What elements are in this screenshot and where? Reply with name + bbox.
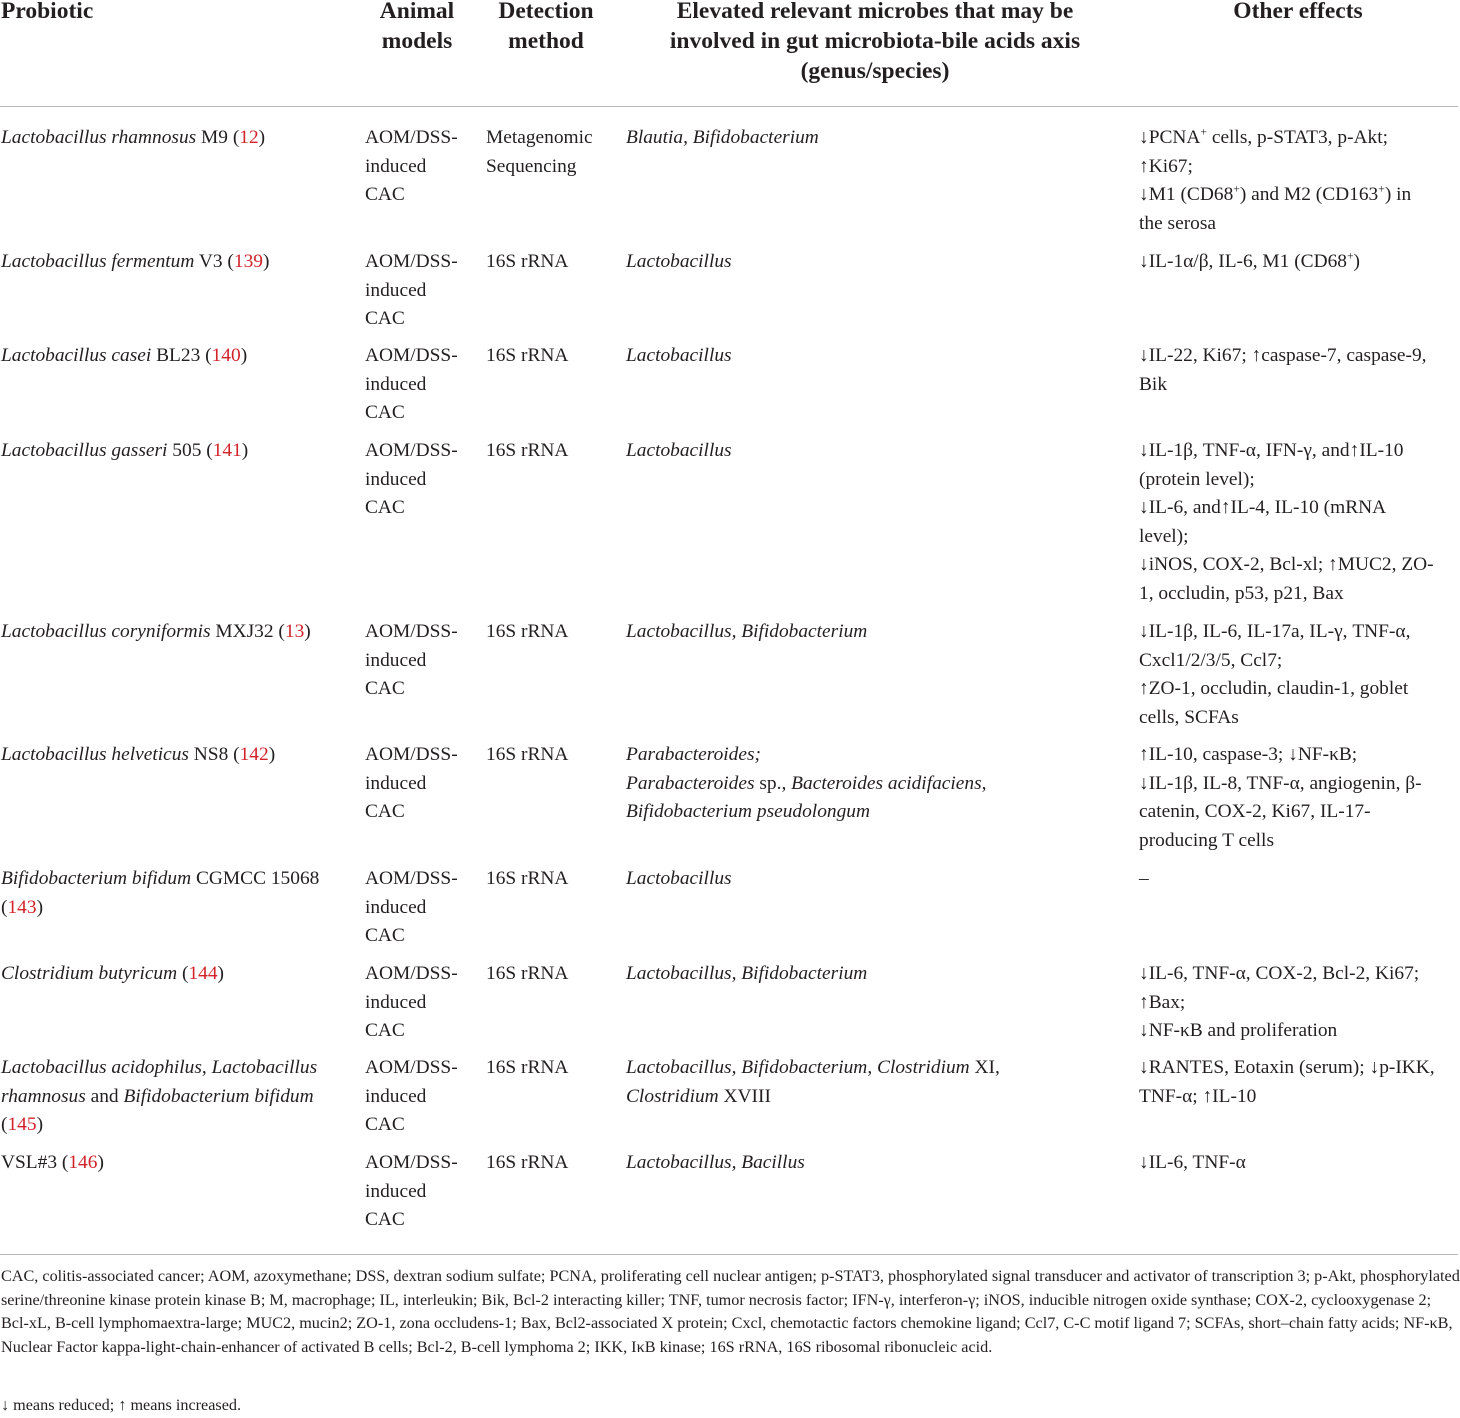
microbes-cell: Lactobacillus: [626, 868, 732, 889]
microbes-cell: Lactobacillus, Bifidobacterium: [626, 963, 868, 984]
model-cell: AOM/DSS- induced CAC: [365, 127, 458, 206]
method-cell: 16S rRNA: [486, 744, 569, 765]
header-elevated-microbes: Elevated relevant microbes that may be involved in gut microbiota-bile acids axis (genus/species): [669, 0, 1081, 84]
method-cell: 16S rRNA: [486, 251, 569, 272]
reference-link[interactable]: 146: [68, 1152, 98, 1173]
effects-cell: ↑IL-10, caspase-3; ↓NF-κB; ↓IL-1β, IL-8, TNF-α, angiogenin, β- catenin, COX-2, Ki67, IL-17- producing T cells: [1139, 744, 1422, 851]
table-footnote: CAC, colitis-associated cancer; AOM, azoxymethane; DSS, dextran sodium sulfate; PCNA, proliferating cell nuclear antigen; p-STAT3, phosphorylated signal transducer and activator of transcription 3; p-Akt, phosphorylated serine/threonine kinase protein kinase B; M, macrophage; IL, interleukin; Bik, Bcl-2 interacting killer; TNF, tumor necrosis factor; IFN-γ, interferon-γ; iNOS, inducible nitrogen oxide synthase; COX-2, cyclooxygenase 2; Bcl-xL, B-cell lymphomaextra-large; MUC2, mucin2; ZO-1, zona occludens-1; Bax, Bcl2-associated X protein; Cxcl, chemotactic factors chemokine ligand; Ccl7, C-C motif ligand 7; SCFAs, short–chain fatty acids; NF-κB, Nuclear Factor kappa-light-chain-enhancer of activated B cells; Bcl-2, B-cell lymphoma 2; IKK, IκB kinase; 16S rRNA, 16S ribosomal ribonucleic acid.: [1, 1267, 1460, 1356]
effects-cell: ↓IL-22, Ki67; ↑caspase-7, caspase-9, Bik: [1139, 345, 1427, 395]
method-cell: 16S rRNA: [486, 1057, 569, 1078]
header-other-effects: Other effects: [1233, 0, 1363, 24]
method-cell: 16S rRNA: [486, 440, 569, 461]
header-probiotic: Probiotic: [1, 0, 94, 24]
probiotic-mix-line-1: Lactobacillus acidophilus, Lactobacillus: [1, 1057, 318, 1078]
model-cell: AOM/DSS- induced CAC: [365, 440, 458, 519]
microbes-cell: Blautia, Bifidobacterium: [626, 127, 819, 148]
microbes-line-species: Parabacteroides sp., Bacteroides acidifaciens,: [626, 772, 987, 794]
probiotic-cell: Lactobacillus helveticus NS8 (142): [1, 744, 276, 765]
effects-cell: ↓IL-6, TNF-α, COX-2, Bcl-2, Ki67; ↑Bax; ↓NF-κB and proliferation: [1139, 963, 1420, 1042]
effects-cell: ↓IL-1β, IL-6, IL-17a, IL-γ, TNF-α, Cxcl1/2/3/5, Ccl7; ↑ZO-1, occludin, claudin-1, goblet cells, SCFAs: [1139, 621, 1411, 728]
method-cell: Metagenomic Sequencing: [486, 127, 593, 177]
probiotic-cell: Lactobacillus coryniformis MXJ32 (13): [1, 621, 311, 642]
footer-rule: [0, 1254, 1458, 1255]
method-cell: 16S rRNA: [486, 963, 569, 984]
effects-cell: ↓RANTES, Eotaxin (serum); ↓p-IKK, TNF-α; ↑IL-10: [1139, 1057, 1435, 1107]
effects-cell: ↓IL-1α/β, IL-6, M1 (CD68+): [1139, 249, 1361, 272]
model-cell: AOM/DSS- induced CAC: [365, 345, 458, 424]
effects-cell: –: [1139, 868, 1149, 889]
effects-cell: ↓PCNA+ cells, p-STAT3, p-Akt; ↑Ki67; ↓M1 (CD68+) and M2 (CD163+) in the serosa: [1139, 124, 1457, 238]
microbes-cell: Lactobacillus, Bifidobacterium, Clostridium XI, Clostridium XVIII: [626, 1057, 1000, 1107]
microbes-cell: Lactobacillus: [626, 440, 732, 461]
model-cell: AOM/DSS- induced CAC: [365, 744, 458, 823]
model-cell: AOM/DSS- induced CAC: [365, 621, 458, 700]
reference-link[interactable]: 142: [239, 744, 269, 765]
model-cell: AOM/DSS- induced CAC: [365, 251, 458, 330]
microbes-cell: Lactobacillus, Bifidobacterium: [626, 621, 868, 642]
probiotic-cell: Bifidobacterium bifidum CGMCC 15068 (143): [1, 868, 320, 918]
model-cell: AOM/DSS- induced CAC: [365, 963, 458, 1042]
effects-cell: ↓IL-6, TNF-α: [1139, 1152, 1246, 1173]
reference-link[interactable]: 143: [7, 896, 37, 918]
effects-cell: ↓IL-1β, TNF-α, IFN-γ, and↑IL-10 (protein level); ↓IL-6, and↑IL-4, IL-10 (mRNA level); ↓iNOS, COX-2, Bcl-xl; ↑MUC2, ZO- 1, occludin, p53, p21, Bax: [1139, 440, 1434, 604]
probiotic-cell: Lactobacillus fermentum V3 (139): [1, 251, 270, 272]
header-detection-method: Detection method: [498, 0, 594, 54]
effect-line-pcna: ↓PCNA+ cells, p-STAT3, p-Akt;: [1139, 125, 1389, 148]
probiotic-cell: Clostridium butyricum (144): [1, 963, 225, 984]
probiotic-cell: Lactobacillus casei BL23 (140): [1, 345, 248, 366]
probiotic-mix-line-2: rhamnosus and Bifidobacterium bifidum: [1, 1085, 314, 1107]
model-cell: AOM/DSS- induced CAC: [365, 1057, 458, 1136]
reference-link[interactable]: 140: [211, 345, 241, 366]
reference-link[interactable]: 12: [239, 127, 259, 148]
probiotic-cell: Lactobacillus acidophilus, Lactobacillus rhamnosus and Bifidobacterium bifidum (145): [1, 1054, 351, 1140]
model-cell: AOM/DSS- induced CAC: [365, 1152, 458, 1231]
reference-link[interactable]: 139: [233, 251, 263, 272]
method-cell: 16S rRNA: [486, 1152, 569, 1173]
arrow-legend: ↓ means reduced; ↑ means increased.: [1, 1396, 242, 1414]
microbes-cell: Lactobacillus, Bacillus: [626, 1152, 805, 1173]
microbes-cell: Parabacteroides; Parabacteroides sp., Bacteroides acidifaciens, Bifidobacterium pseudolongum: [626, 741, 1126, 827]
effect-line-macrophage: ↓M1 (CD68+) and M2 (CD163+) in: [1139, 182, 1412, 206]
reference-link[interactable]: 141: [212, 440, 242, 461]
header-animal-models: Animal models: [379, 0, 455, 54]
method-cell: 16S rRNA: [486, 621, 569, 642]
header-rule: [0, 106, 1458, 107]
microbes-cell: Lactobacillus: [626, 251, 732, 272]
microbes-cell: Lactobacillus: [626, 345, 732, 366]
method-cell: 16S rRNA: [486, 345, 569, 366]
reference-link[interactable]: 145: [7, 1114, 37, 1136]
reference-link[interactable]: 13: [284, 621, 305, 642]
probiotic-cell: VSL#3 (146): [1, 1152, 104, 1173]
model-cell: AOM/DSS- induced CAC: [365, 868, 458, 947]
reference-link[interactable]: 144: [188, 963, 218, 984]
probiotic-cell: Lactobacillus rhamnosus M9 (12): [1, 127, 266, 148]
method-cell: 16S rRNA: [486, 868, 569, 889]
probiotic-cell: Lactobacillus gasseri 505 (141): [1, 440, 249, 461]
